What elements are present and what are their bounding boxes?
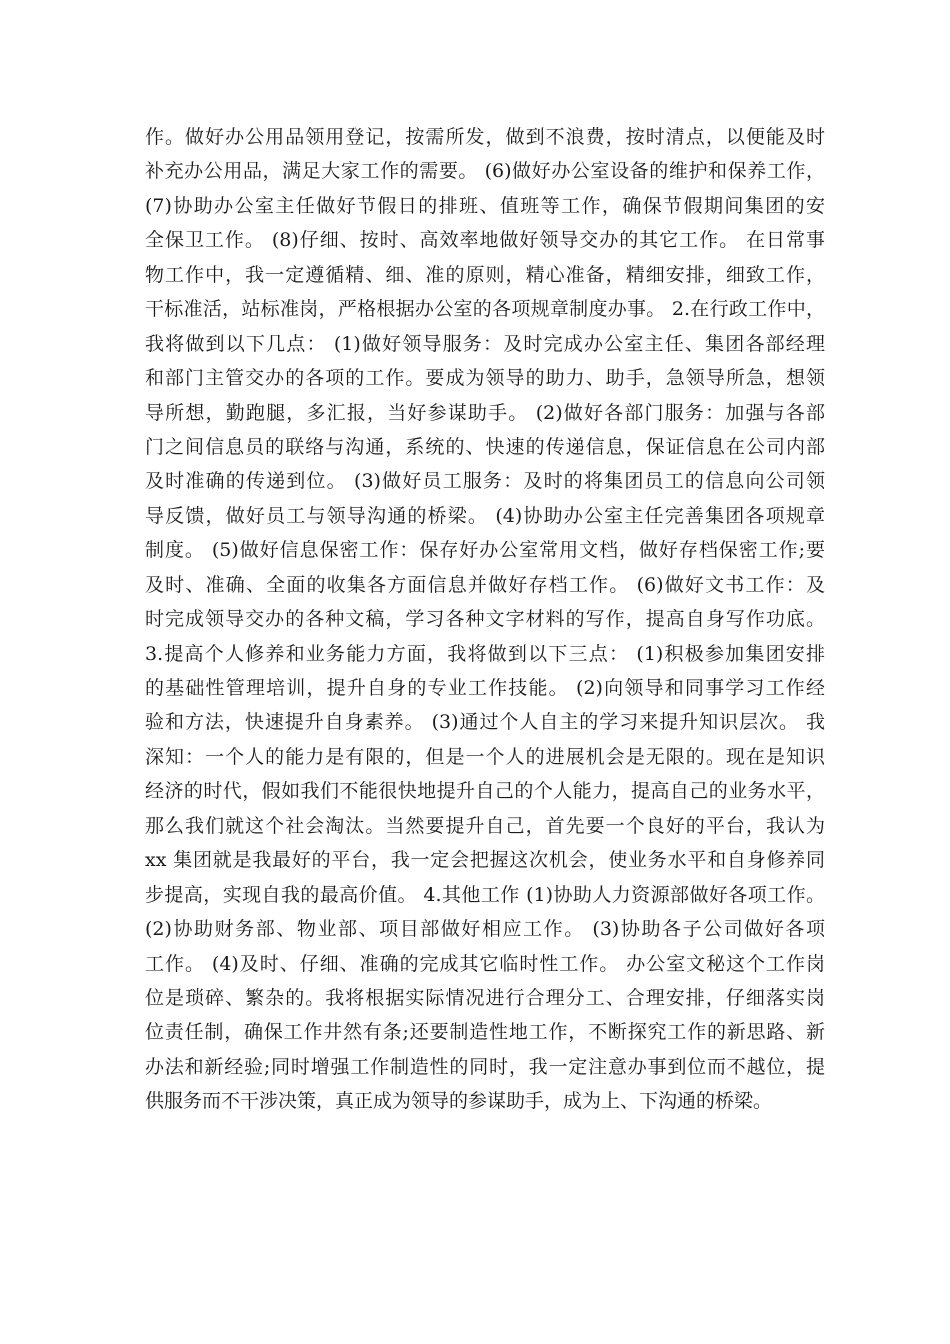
text-line: (2)协助财务部、物业部、项目部做好相应工作。 (3)协助各子公司做好各项 [145, 918, 825, 941]
text-line: 及时、准确、全面的收集各方面信息并做好存档工作。 (6)做好文书工作：及 [145, 573, 825, 596]
text-line: 物工作中，我一定遵循精、细、准的原则，精心准备，精细安排，细致工作， [145, 263, 825, 286]
text-line: 全保卫工作。 (8)仔细、按时、高效率地做好领导交办的其它工作。 在日常事 [145, 229, 825, 252]
text-line: 供服务而不干涉决策，真正成为领导的参谋助手，成为上、下沟通的桥梁。 [145, 1090, 773, 1113]
text-line: 及时准确的传递到位。 (3)做好员工服务：及时的将集团员工的信息向公司领 [145, 470, 825, 493]
text-line: 深知：一个人的能力是有限的，但是一个人的进展机会是无限的。现在是知识 [145, 745, 825, 768]
text-line: 办法和新经验;同时增强工作制造性的同时，我一定注意办事到位而不越位，提 [145, 1055, 825, 1078]
text-line: 门之间信息员的联络与沟通，系统的、快速的传递信息，保证信息在公司内部 [145, 435, 825, 458]
text-line: 工作。 (4)及时、仔细、准确的完成其它临时性工作。 办公室文秘这个工作岗 [145, 952, 825, 975]
text-line: 经济的时代，假如我们不能很快地提升自己的个人能力，提高自己的业务水平， [145, 780, 825, 803]
text-line: 制度。 (5)做好信息保密工作：保存好办公室常用文档，做好存档保密工作;要 [145, 539, 825, 562]
text-line: 的基础性管理培训，提升自身的专业工作技能。 (2)向领导和同事学习工作经 [145, 677, 825, 699]
body-text [145, 120, 825, 1119]
text-line: 位责任制，确保工作井然有条;还要制造性地工作，不断探究工作的新思路、新 [145, 1021, 825, 1044]
text-line: 导所想，勤跑腿，多汇报，当好参谋助手。 (2)做好各部门服务：加强与各部 [145, 401, 825, 424]
text-line: 作。做好办公用品领用登记，按需所发，做到不浪费，按时清点，以便能及时 [145, 126, 825, 148]
text-line: 位是琐碎、繁杂的。我将根据实际情况进行合理分工、合理安排，仔细落实岗 [145, 986, 825, 1009]
text-line: 验和方法，快速提升自身素养。 (3)通过个人自主的学习来提升知识层次。 我 [145, 711, 825, 734]
text-line: 干标准活，站标准岗，严格根据办公室的各项规章制度办事。 2.在行政工作中， [145, 298, 825, 321]
text-line: 时完成领导交办的各种文稿，学习各种文字材料的写作，提高自身写作功底。 [145, 608, 825, 631]
text-line: xx 集团就是我最好的平台，我一定会把握这次机会，使业务水平和自身修养同 [145, 849, 825, 872]
text-line: 我将做到以下几点： (1)做好领导服务：及时完成办公室主任、集团各部经理 [145, 332, 825, 355]
text-line: 3.提高个人修养和业务能力方面，我将做到以下三点： (1)积极参加集团安排 [145, 642, 825, 665]
text-line: 那么我们就这个社会淘汰。当然要提升自己，首先要一个良好的平台，我认为 [145, 814, 825, 837]
text-line: 步提高，实现自我的最高价值。 4.其他工作 (1)协助人力资源部做好各项工作。 [145, 883, 825, 906]
text-line: (7)协助办公室主任做好节假日的排班、值班等工作，确保节假期间集团的安 [145, 194, 825, 217]
text-line: 补充办公用品，满足大家工作的需要。 (6)做好办公室设备的维护和保养工作， [145, 160, 825, 183]
text-line: 导反馈，做好员工与领导沟通的桥梁。 (4)协助办公室主任完善集团各项规章 [145, 504, 825, 527]
text-line: 和部门主管交办的各项的工作。要成为领导的助力、助手，急领导所急，想领 [145, 367, 825, 390]
